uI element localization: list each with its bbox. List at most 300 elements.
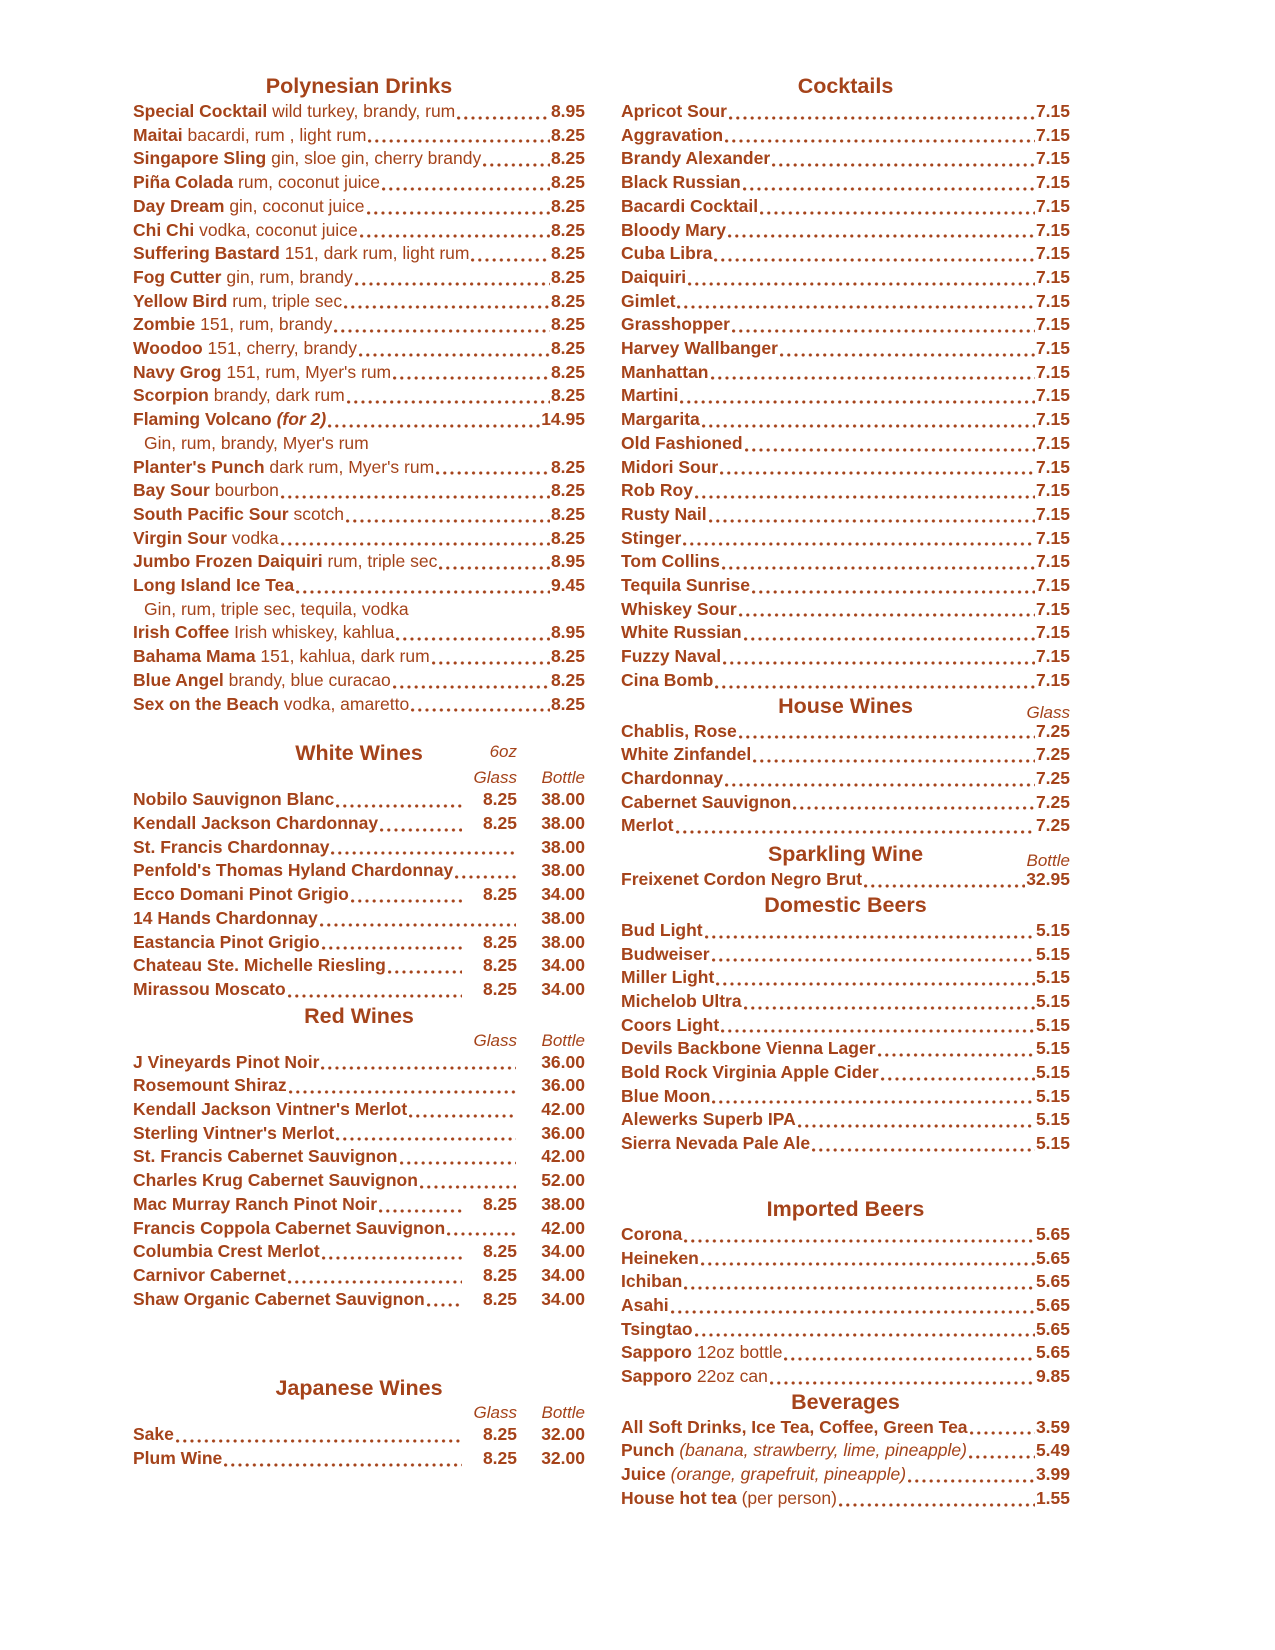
item-name-bold: Eastancia Pinot Grigio <box>133 931 320 952</box>
menu-item-row <box>133 1051 585 1075</box>
item-sub-ingredients: Gin, rum, brandy, Myer's rum <box>144 432 369 453</box>
item-name-bold: Daiquiri <box>621 266 687 287</box>
menu-item-row <box>621 408 1070 432</box>
dotted-leader <box>879 1061 1036 1085</box>
item-price: 8.25 <box>550 503 585 524</box>
dotted-leader <box>718 456 1036 480</box>
item-name-bold: Whiskey Sour <box>621 598 737 619</box>
dotted-leader <box>319 1051 517 1075</box>
menu-item-row <box>133 812 585 836</box>
dotted-leader <box>380 171 551 195</box>
menu-item-row <box>133 883 585 907</box>
item-price: 5.15 <box>1035 1109 1070 1130</box>
item-price: 8.95 <box>550 101 585 121</box>
dotted-leader <box>334 1122 517 1146</box>
item-price: 5.15 <box>1035 967 1070 988</box>
menu-item-row <box>621 1108 1070 1132</box>
dotted-leader <box>742 990 1036 1014</box>
dotted-leader <box>862 868 1026 892</box>
column-label-bottle: Bottle <box>1026 851 1070 871</box>
item-price: 7.25 <box>1035 791 1070 812</box>
menu-item-row <box>621 456 1070 480</box>
menu-item-row <box>621 147 1070 171</box>
menu-item-row <box>133 290 585 314</box>
item-name-bold: Tequila Sunrise <box>621 575 751 596</box>
dotted-leader <box>743 432 1036 456</box>
item-price: 32.95 <box>1026 869 1070 890</box>
item-name <box>621 1341 782 1365</box>
item-name <box>133 195 365 219</box>
menu-item-row <box>133 550 585 574</box>
dotted-leader <box>407 1098 517 1122</box>
item-desc: Irish whiskey, kahlua <box>229 622 395 643</box>
menu-item-row <box>133 645 585 669</box>
dotted-leader <box>791 791 1036 815</box>
dotted-leader <box>349 883 463 907</box>
dotted-leader <box>730 313 1036 337</box>
item-name-bold: White Zinfandel <box>621 744 752 765</box>
item-name-bold: Asahi <box>621 1294 669 1315</box>
item-name-bold: Kendall Jackson Chardonnay <box>133 812 379 833</box>
item-name-bold: Corona <box>621 1223 683 1244</box>
item-name <box>621 147 770 171</box>
item-name <box>621 574 750 598</box>
item-name-bold: Special Cocktail <box>133 101 268 121</box>
item-name <box>621 966 714 990</box>
item-name <box>621 1270 682 1294</box>
dotted-leader <box>770 147 1036 171</box>
item-desc: 151, dark rum, light rum <box>279 243 470 264</box>
item-price: 7.15 <box>1035 338 1070 359</box>
item-name <box>621 361 709 385</box>
bottle-price: 38.00 <box>541 931 585 952</box>
item-price: 7.15 <box>1035 480 1070 501</box>
item-name <box>621 550 720 574</box>
menu-item-row <box>133 242 585 266</box>
size-6oz-label: 6oz <box>489 742 517 762</box>
item-name-bold: Chablis, Rose <box>621 720 737 741</box>
item-name-bold: Columbia Crest Merlot <box>133 1241 320 1262</box>
item-name <box>133 621 394 645</box>
item-price: 7.15 <box>1035 266 1070 287</box>
item-price: 7.15 <box>1035 456 1070 477</box>
bottle-price: 34.00 <box>541 955 585 976</box>
section-japanese-wines <box>133 1375 585 1470</box>
item-name-bold: House hot tea <box>621 1487 737 1508</box>
item-price: 5.65 <box>1035 1223 1070 1244</box>
item-name-bold: Harvey Wallbanger <box>621 338 778 359</box>
item-desc: brandy, dark rum <box>208 385 345 406</box>
item-desc: 151, rum, brandy <box>195 314 333 335</box>
section-title: Polynesian Drinks <box>265 74 453 98</box>
item-name <box>133 1264 286 1288</box>
item-desc: rum, triple sec <box>322 551 438 572</box>
dotted-leader <box>700 408 1036 432</box>
item-name <box>133 978 286 1002</box>
wine-columns-header <box>133 1402 585 1423</box>
item-name <box>133 693 409 717</box>
item-name <box>133 931 320 955</box>
glass-price: 8.25 <box>482 978 517 999</box>
dotted-leader <box>714 966 1036 990</box>
item-name-bold: White Russian <box>621 622 742 643</box>
item-name <box>621 669 713 693</box>
item-price: 3.59 <box>1035 1416 1070 1437</box>
item-name-bold: Piña Colada <box>133 172 234 193</box>
spacer <box>133 767 463 788</box>
item-name <box>621 1014 719 1038</box>
dotted-leader <box>737 720 1036 744</box>
menu-item-row <box>621 1132 1070 1156</box>
item-price: 8.25 <box>550 266 585 287</box>
menu-item-row <box>133 931 585 955</box>
item-price: 5.15 <box>1035 1062 1070 1083</box>
item-name <box>621 943 710 967</box>
item-price: 8.25 <box>550 148 585 169</box>
section-title: White Wines 6oz <box>133 740 585 767</box>
item-name <box>621 290 675 314</box>
menu-item-row <box>621 1061 1070 1085</box>
item-name <box>133 836 329 860</box>
item-name <box>621 124 723 148</box>
section-title: Sparkling Wine Bottle <box>621 841 1070 868</box>
bottle-price: 32.00 <box>541 1448 585 1469</box>
item-price: 5.65 <box>1035 1294 1070 1315</box>
item-name <box>133 290 342 314</box>
item-name-bold: Budweiser <box>621 943 710 964</box>
menu-item-row <box>621 919 1070 943</box>
item-name <box>133 1145 398 1169</box>
item-price: 7.15 <box>1035 101 1070 121</box>
dotted-leader <box>366 124 551 148</box>
bottle-price: 38.00 <box>541 836 585 857</box>
dotted-leader <box>425 1288 463 1312</box>
dotted-leader <box>723 124 1036 148</box>
dotted-leader <box>710 943 1036 967</box>
item-name <box>133 1447 222 1471</box>
section-house-wines <box>621 693 1070 839</box>
item-name <box>621 720 737 744</box>
item-price: 7.15 <box>1035 148 1070 169</box>
item-name-bold: Margarita <box>621 409 700 430</box>
item-name <box>621 743 751 767</box>
item-desc: (per person) <box>736 1487 837 1508</box>
item-name <box>621 814 674 838</box>
item-name-bold: Planter's Punch <box>133 456 265 477</box>
bottle-price: 38.00 <box>541 1193 585 1214</box>
column-label-glass: Glass <box>1026 702 1070 722</box>
item-price: 8.25 <box>550 219 585 240</box>
dotted-leader <box>778 337 1036 361</box>
item-desc: dark rum, Myer's rum <box>264 456 435 477</box>
menu-item-row <box>133 693 585 717</box>
item-name-bold: Scorpion <box>133 385 209 406</box>
menu-item-row <box>621 868 1070 892</box>
bottle-column-label: Bottle <box>541 1030 585 1050</box>
item-name-bold: Kendall Jackson Vintner's Merlot <box>133 1099 408 1120</box>
menu-item-row <box>621 943 1070 967</box>
item-desc: gin, sloe gin, cherry brandy <box>266 148 482 169</box>
item-price: 7.15 <box>1035 432 1070 453</box>
item-name <box>621 868 862 892</box>
dotted-leader <box>699 1247 1036 1271</box>
dotted-leader <box>481 147 551 171</box>
item-name <box>621 1108 796 1132</box>
dotted-leader <box>727 100 1036 124</box>
item-desc: 151, cherry, brandy <box>202 338 357 359</box>
menu-item-row <box>133 171 585 195</box>
item-name-bold: Maitai <box>133 124 183 145</box>
bottle-column-label: Bottle <box>541 768 585 788</box>
dotted-leader <box>320 1240 463 1264</box>
item-price: 7.15 <box>1035 124 1070 145</box>
item-price: 8.25 <box>550 480 585 501</box>
menu-item-row <box>621 814 1070 838</box>
section-sparkling-wine <box>621 841 1070 892</box>
item-name-bold: Martini <box>621 385 679 406</box>
dotted-leader <box>286 978 463 1002</box>
dotted-leader <box>682 1270 1036 1294</box>
menu-item-row <box>621 1439 1070 1463</box>
dotted-leader <box>709 361 1036 385</box>
item-price: 8.25 <box>550 290 585 311</box>
item-name <box>621 527 681 551</box>
item-price: 5.15 <box>1035 1014 1070 1035</box>
dotted-leader <box>693 479 1036 503</box>
menu-item-row <box>133 1217 585 1241</box>
item-price: 7.15 <box>1035 598 1070 619</box>
item-name <box>621 1487 837 1511</box>
menu-item-row <box>133 337 585 361</box>
item-name-bold: Penfold's Thomas Hyland Chardonnay <box>133 860 454 881</box>
glass-price: 8.25 <box>482 812 517 833</box>
menu-item-row <box>621 1341 1070 1365</box>
dotted-leader <box>345 384 551 408</box>
item-name-bold: Chateau Ste. Michelle Riesling <box>133 955 386 976</box>
bottle-price: 36.00 <box>541 1051 585 1072</box>
item-name-bold: Carnivor Cabernet <box>133 1264 286 1285</box>
item-desc: bacardi, rum , light rum <box>182 124 367 145</box>
menu-item-row <box>621 479 1070 503</box>
menu-item-row <box>621 219 1070 243</box>
item-name <box>133 384 345 408</box>
item-price: 5.15 <box>1035 990 1070 1011</box>
glass-price: 8.25 <box>482 1288 517 1309</box>
item-name-bold: Nobilo Sauvignon Blanc <box>133 789 335 810</box>
dotted-leader <box>434 456 551 480</box>
item-price: 8.25 <box>550 338 585 359</box>
dotted-leader <box>377 1193 463 1217</box>
item-name-bold: Heineken <box>621 1247 699 1268</box>
menu-item-row <box>621 100 1070 124</box>
item-sub-ingredients: Gin, rum, triple sec, tequila, vodka <box>144 598 409 619</box>
item-price: 5.15 <box>1035 1133 1070 1154</box>
dotted-leader <box>358 219 551 243</box>
dotted-leader <box>681 527 1036 551</box>
menu-item-row <box>133 1447 585 1471</box>
item-name <box>133 337 357 361</box>
menu-item-row <box>621 266 1070 290</box>
section-domestic-beers <box>621 892 1070 1156</box>
item-name-bold: 14 Hands Chardonnay <box>133 907 318 928</box>
item-name-bold: Sterling Vintner's Merlot <box>133 1122 335 1143</box>
item-price: 7.15 <box>1035 575 1070 596</box>
item-name <box>133 1074 287 1098</box>
menu-item-row <box>621 791 1070 815</box>
dotted-leader <box>279 479 551 503</box>
item-name <box>133 456 434 480</box>
dotted-leader <box>386 954 463 978</box>
menu-item-row <box>621 966 1070 990</box>
item-name-bold: Blue Angel <box>133 669 224 690</box>
dotted-leader <box>430 645 551 669</box>
dotted-leader <box>876 1037 1036 1061</box>
dotted-leader <box>741 171 1036 195</box>
item-name-bold: Sapporo <box>621 1342 692 1363</box>
dotted-leader <box>332 313 551 337</box>
item-name <box>133 503 344 527</box>
glass-price: 8.25 <box>482 789 517 810</box>
item-name <box>621 1061 879 1085</box>
item-name-bold: Bud Light <box>621 919 703 940</box>
bottle-price: 38.00 <box>541 812 585 833</box>
item-price: 7.15 <box>1035 551 1070 572</box>
item-name <box>621 791 791 815</box>
dotted-leader <box>445 1217 517 1241</box>
item-name <box>621 171 741 195</box>
menu-item-row <box>621 1037 1070 1061</box>
item-name-bold: Apricot Sour <box>621 101 727 121</box>
item-price: 7.15 <box>1035 243 1070 264</box>
item-name-bold: Mirassou Moscato <box>133 978 286 999</box>
section-title: Japanese Wines <box>275 1376 443 1401</box>
menu-item-row <box>621 384 1070 408</box>
menu-item-row <box>133 1098 585 1122</box>
dotted-leader <box>398 1145 518 1169</box>
item-name <box>621 645 721 669</box>
item-name <box>133 219 358 243</box>
glass-column-label: Glass <box>473 768 517 788</box>
item-name <box>621 408 700 432</box>
item-name-bold: All Soft Drinks, Ice Tea, Coffee, Green Tea <box>621 1416 968 1437</box>
item-desc: scotch <box>288 503 345 524</box>
item-name-bold: Chardonnay <box>621 767 724 788</box>
item-name-bold: Rusty Nail <box>621 503 707 524</box>
dotted-leader <box>678 384 1036 408</box>
menu-item-row <box>621 1223 1070 1247</box>
section-red-wines <box>133 1003 585 1312</box>
item-name <box>133 1051 319 1075</box>
item-price: 3.99 <box>1035 1464 1070 1485</box>
item-name-bold: Manhattan <box>621 361 709 382</box>
item-name <box>133 812 378 836</box>
item-desc: 12oz bottle <box>691 1342 783 1363</box>
dotted-leader <box>712 242 1036 266</box>
dotted-leader <box>675 290 1035 314</box>
section-beverages <box>621 1389 1070 1511</box>
menu-item-row <box>621 767 1070 791</box>
item-name <box>621 990 742 1014</box>
section-title: Cocktails <box>797 74 894 98</box>
section-title: Red Wines <box>304 1003 414 1028</box>
item-name <box>133 242 469 266</box>
item-name <box>621 1037 876 1061</box>
item-name-bold: Singapore Sling <box>133 148 267 169</box>
menu-item-row <box>133 836 585 860</box>
item-name <box>621 1085 710 1109</box>
item-name-bold: Bacardi Cocktail <box>621 195 759 216</box>
menu-item-row <box>133 1145 585 1169</box>
item-name <box>133 408 326 432</box>
bottle-column-label: Bottle <box>541 1403 585 1423</box>
menu-item-row <box>133 907 585 931</box>
menu-item-row <box>621 550 1070 574</box>
spacer <box>133 1402 463 1423</box>
dotted-leader <box>703 919 1036 943</box>
item-name <box>621 384 678 408</box>
section-title: Imported Beers <box>766 1196 925 1221</box>
item-name-bold: Plum Wine <box>133 1448 223 1469</box>
item-name-bold: Punch <box>621 1440 675 1461</box>
menu-item-row <box>133 361 585 385</box>
item-price: 8.95 <box>550 622 585 643</box>
glass-price: 8.25 <box>482 1424 517 1445</box>
menu-item-row <box>621 990 1070 1014</box>
item-name <box>133 527 279 551</box>
menu-item-row <box>133 574 585 598</box>
dotted-leader <box>318 907 517 931</box>
dotted-leader <box>721 645 1036 669</box>
item-name-bold: Grasshopper <box>621 314 730 335</box>
item-name-bold: J Vineyards Pinot Noir <box>133 1051 320 1072</box>
item-price: 5.15 <box>1035 919 1070 940</box>
dotted-leader <box>222 1447 463 1471</box>
bottle-price: 42.00 <box>541 1217 585 1238</box>
item-name <box>621 266 686 290</box>
menu-item-row <box>133 1423 585 1447</box>
item-price: 8.25 <box>550 124 585 145</box>
menu-column-left <box>133 73 585 1471</box>
menu-item-row <box>621 1294 1070 1318</box>
item-price: 9.45 <box>550 575 585 596</box>
menu-item-row <box>621 171 1070 195</box>
item-name-bold: Yellow Bird <box>133 290 228 311</box>
item-price: 7.15 <box>1035 195 1070 216</box>
item-name <box>133 669 391 693</box>
menu-item-row <box>133 1074 585 1098</box>
item-price: 7.25 <box>1035 815 1070 836</box>
dotted-leader <box>357 337 551 361</box>
item-name-note: (for 2) <box>271 409 327 430</box>
item-desc: vodka, coconut juice <box>194 219 358 240</box>
dotted-leader <box>737 598 1036 622</box>
menu-item-row <box>133 219 585 243</box>
item-name-bold: Ichiban <box>621 1271 683 1292</box>
item-name-bold: Virgin Sour <box>133 527 227 548</box>
dotted-leader <box>719 1014 1036 1038</box>
item-price: 7.15 <box>1035 646 1070 667</box>
item-name-bold: Bahama Mama <box>133 646 256 667</box>
dotted-leader <box>710 1085 1036 1109</box>
item-desc: wild turkey, brandy, rum <box>267 101 456 121</box>
item-name-bold: South Pacific Sour <box>133 503 289 524</box>
menu-item-row <box>133 1240 585 1264</box>
glass-price: 8.25 <box>482 1193 517 1214</box>
item-name <box>133 954 386 978</box>
dotted-leader <box>409 693 551 717</box>
dotted-leader <box>418 1169 517 1193</box>
bottle-price: 34.00 <box>541 1288 585 1309</box>
